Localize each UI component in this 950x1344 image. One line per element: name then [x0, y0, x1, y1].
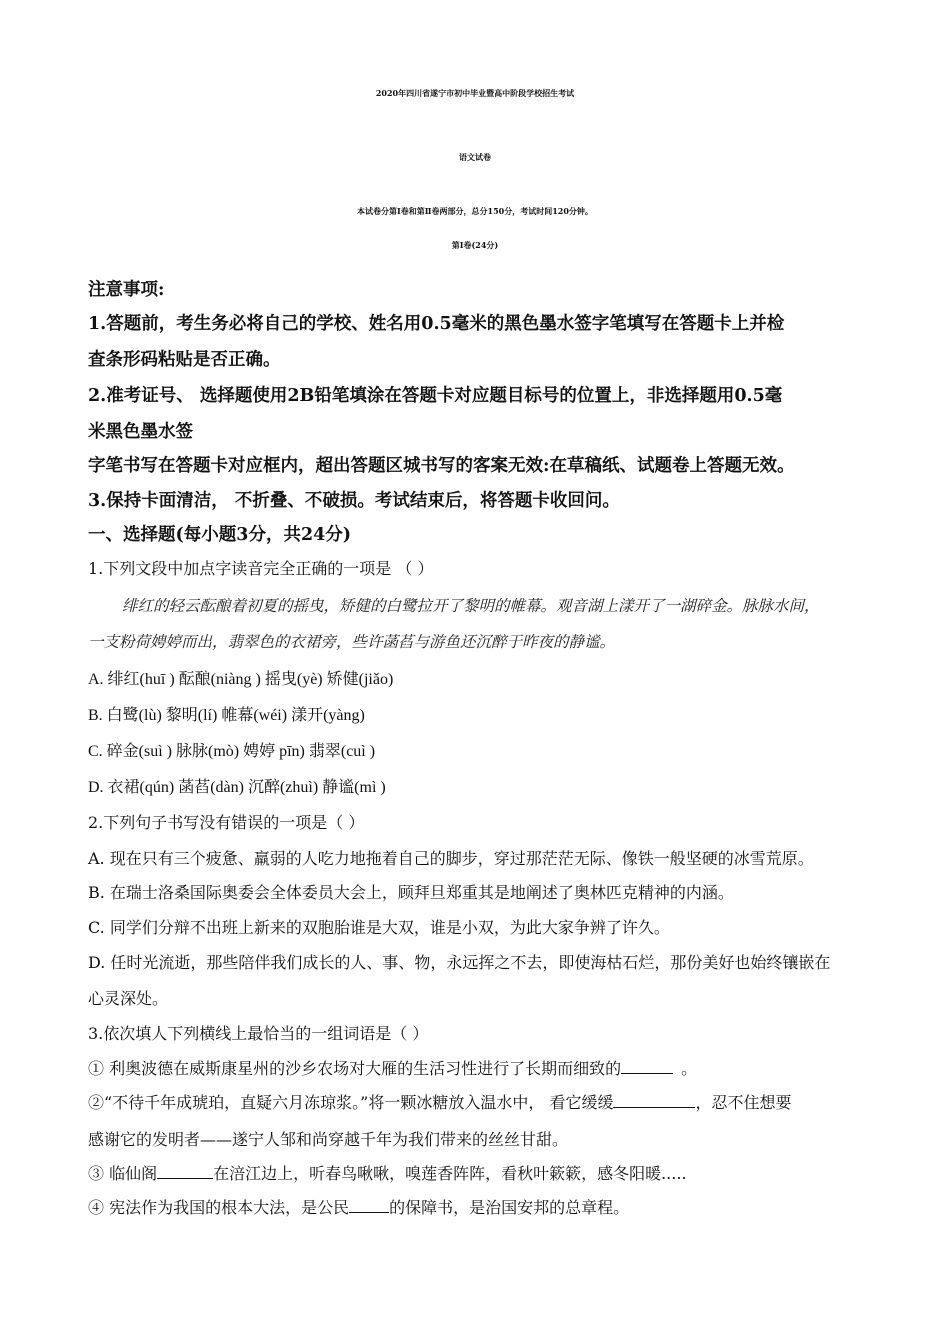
fill-line-5	[88, 1195, 629, 1218]
question-stem: 3.依次填人下列横线上最恰当的一组词语是（ ）	[88, 1024, 429, 1043]
option-c: C. 同学们分辩不出班上新来的双胞胎谁是大双，谁是小双，为此大家争辨了许久。	[88, 918, 670, 937]
option-b: B. 在瑞士洛桑国际奥委会全体委员大会上，顾拜旦郑重其是地阐述了奥林匹克精神的内涵。	[88, 883, 734, 902]
passage-line: 绯红的轻云酝酿着初夏的摇曳，矫健的白鹭拉开了黎明的帷幕。观音湖上漾开了一湖碎金。脉脉水间，	[122, 597, 820, 615]
fill-line-3: 感谢它的发明者——遂宁人邹和尚穿越千年为我们带来的丝丝甘甜。	[88, 1130, 569, 1149]
note-line: 3.保持卡面清洁， 不折叠、不破损。考试结束后，将答题卡收回问。	[88, 491, 620, 511]
notes-heading: 注意事项:	[88, 280, 165, 300]
note-line: 字笔书写在答题卡对应框内，超出答题区城书写的客案无效:在草稿纸、试题卷上答题无效。	[88, 456, 795, 476]
option-a: A. 现在只有三个疲惫、羸弱的人吃力地拖着自己的脚步，穿过那茫茫无际、像铁一般坚硬的冰雪荒原。	[88, 849, 814, 868]
fill-text: ②“不待千年成琥珀，直疑六月冻琼浆。”将一颗冰糖放入温水中， 看它缓缓	[88, 1093, 614, 1112]
answer-blank	[349, 1200, 389, 1213]
note-line: 1.答题前，考生务必将自己的学校、姓名用0.5毫米的黑色墨水签字笔填写在答题卡上并检	[88, 314, 785, 334]
exam-subtitle: 语文试卷	[459, 152, 491, 162]
note-line: 2.准考证号、 选择题使用2B铅笔填涂在答题卡对应题目标号的位置上，非选择题用0.5毫	[88, 386, 783, 406]
note-line: 米黑色墨水签	[88, 422, 193, 442]
question-stem: 2.下列句子书写没有错误的一项是（ ）	[88, 813, 365, 832]
fill-text: ① 利奥波德在威斯康星州的沙乡农场对大雁的生活习性进行了长期而细致的	[88, 1059, 622, 1078]
answer-blank	[157, 1166, 213, 1179]
option-d: D. 衣裙(qún) 菡萏(dàn) 沉醉(zhuì) 静谧(mì )	[88, 779, 386, 796]
fill-line-2	[88, 1090, 791, 1113]
option-b: B. 白鹭(lù) 黎明(lí) 帷幕(wéi) 漾开(yàng)	[88, 707, 365, 724]
fill-text: ，忍不住想要	[695, 1093, 792, 1112]
fill-text: 在涪江边上，听春鸟啾啾，嗅莲香阵阵，看秋叶簌簌，感冬阳暖.....	[213, 1164, 687, 1183]
answer-blank	[621, 1061, 673, 1074]
question-stem: 1.下列文段中加点字读音完全正确的一项是 （ ）	[88, 559, 434, 578]
passage-line: 一支粉荷娉婷而出，翡翠色的衣裙旁，些许菡萏与游鱼还沉醉于昨夜的静谧。	[88, 633, 616, 651]
part-heading: 一、选择题(每小题3分，共24分)	[88, 525, 352, 545]
section-heading: 第Ⅰ卷(24分)	[451, 240, 499, 250]
option-d: D. 任时光流逝，那些陪伴我们成长的人、事、物，永远挥之不去，即使海枯石烂，那份美好也始终镶嵌在	[88, 953, 831, 972]
fill-text: 。	[681, 1059, 698, 1078]
note-line: 查条形码粘贴是否正确。	[88, 350, 281, 370]
exam-title: 2020年四川省遂宁市初中毕业暨高中阶段学校招生考试	[375, 88, 575, 98]
fill-line-1	[88, 1056, 697, 1079]
answer-blank	[613, 1095, 695, 1108]
fill-text: ③ 临仙阁	[88, 1164, 158, 1183]
fill-text: 的保障书，是治国安邦的总章程。	[389, 1198, 630, 1217]
option-a: A. 绯红(huī ) 酝酿(niàng ) 摇曳(yè) 矫健(jiǎo)	[88, 671, 394, 688]
fill-text: ④ 宪法作为我国的根本大法，是公民	[88, 1198, 350, 1217]
option-d-cont: 心灵深处。	[88, 989, 169, 1008]
option-c: C. 碎金(suì ) 脉脉(mò) 娉婷 pīn) 翡翠(cuì )	[88, 743, 376, 760]
exam-info: 本试卷分第Ⅰ卷和第Ⅱ卷两部分，总分150分，考试时间120分钟。	[357, 206, 593, 216]
fill-line-4	[88, 1161, 687, 1184]
